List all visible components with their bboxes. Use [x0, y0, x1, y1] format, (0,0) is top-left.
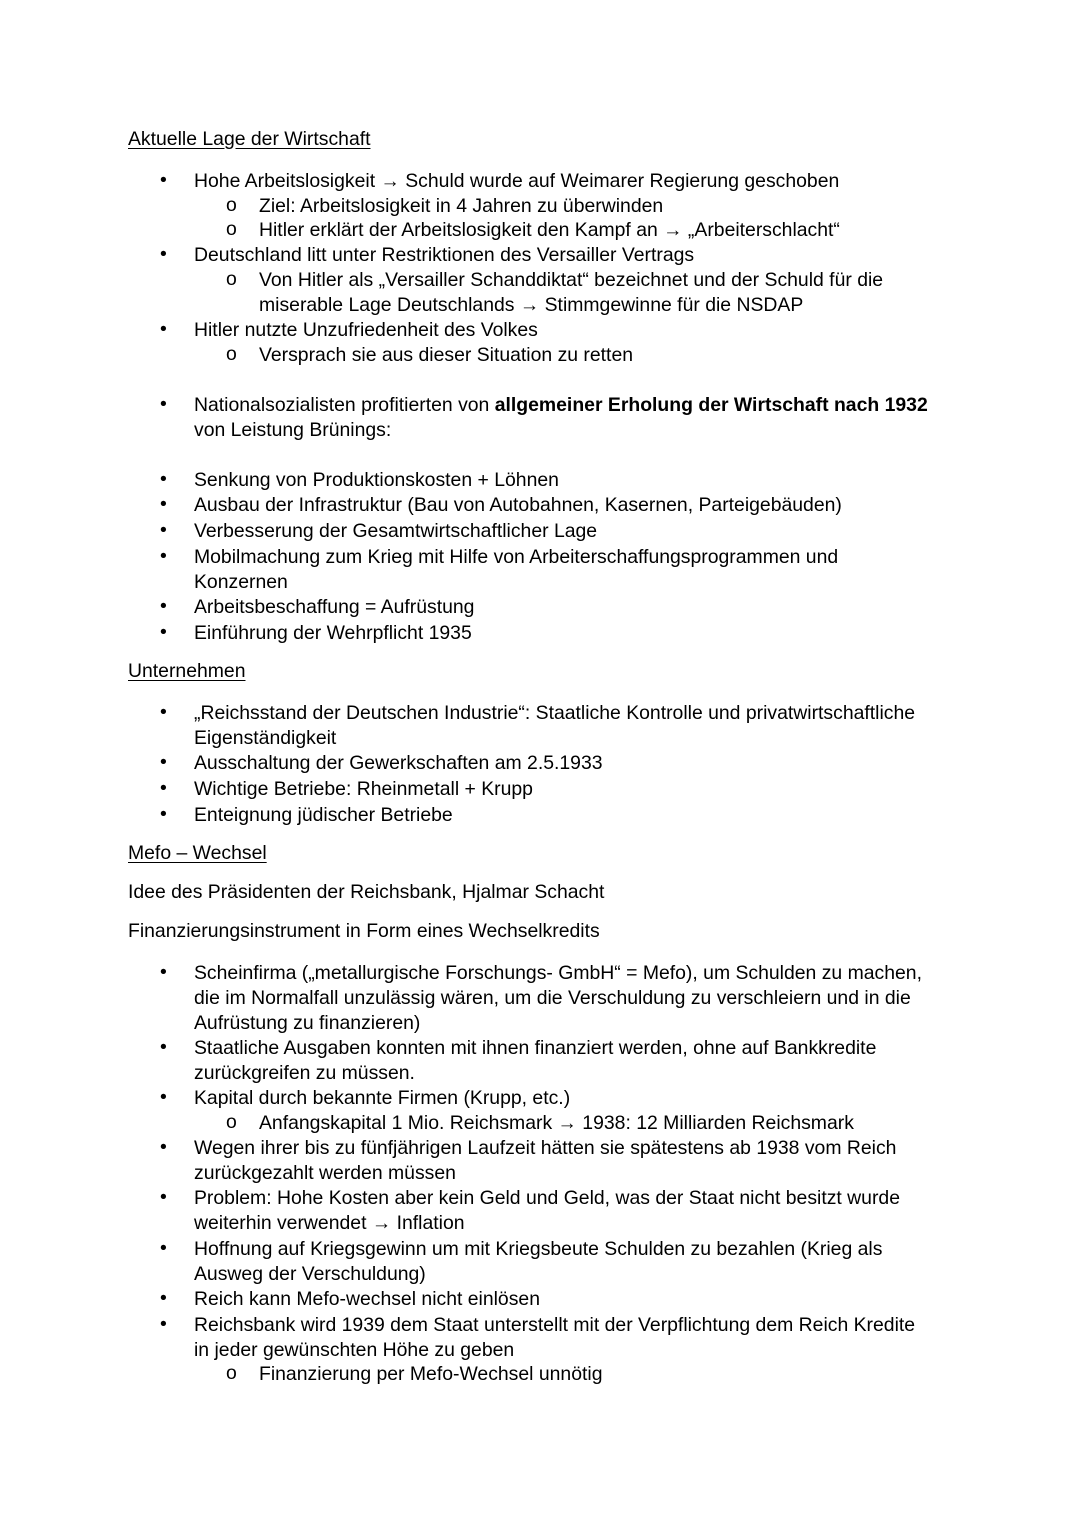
heading-aktuelle-lage: Aktuelle Lage der Wirtschaft	[128, 128, 371, 150]
list-item-text: Ausbau der Infrastruktur (Bau von Autobahnen, Kasernen, Parteigebäuden)	[194, 494, 842, 516]
list-item-text: Verbesserung der Gesamtwirtschaftlicher Lage	[194, 520, 598, 542]
list-item-text: Problem: Hohe Kosten aber kein Geld und Geld, was der Staat nicht besitzt wurde weiterhin verwendet → Inflation	[194, 1187, 900, 1234]
list-item-text: Wegen ihrer bis zu fünfjährigen Laufzeit hätten sie spätestens ab 1938 vom Reich zurückgezahlt werden müssen	[194, 1137, 897, 1184]
sub-bullet-icon: o	[226, 1362, 237, 1384]
list-item-text: „Reichsstand der Deutschen Industrie“: Staatliche Kontrolle und privatwirtschaftliche Eigenständigkeit	[194, 702, 916, 749]
bullet-icon: •	[160, 701, 167, 723]
list-item-text: Scheinfirma („metallurgische Forschungs- GmbH“ = Mefo), um Schulden zu machen, die im Normalfall unzulässig wären, um die Verschuldung zu verschleiern und in die Aufrüstung zu finanzieren)	[194, 962, 922, 1034]
bullet-icon: •	[160, 621, 167, 643]
heading-unternehmen: Unternehmen	[128, 660, 246, 682]
paragraph: Finanzierungsinstrument in Form eines Wechselkredits	[128, 920, 600, 942]
list-item-text: Finanzierung per Mefo-Wechsel unnötig	[259, 1363, 603, 1385]
bullet-icon: •	[160, 468, 167, 490]
sub-bullet-icon: o	[226, 218, 237, 240]
bullet-icon: •	[160, 545, 167, 567]
paragraph: Idee des Präsidenten der Reichsbank, Hjalmar Schacht	[128, 881, 605, 903]
list-item-text: Von Hitler als „Versailler Schanddiktat“ bezeichnet und der Schuld für die miserable Lage Deutschlands → Stimmgewinne für die NSDAP	[259, 269, 884, 316]
list-item-text: Hoffnung auf Kriegsgewinn um mit Kriegsbeute Schulden zu bezahlen (Krieg als Ausweg der Verschuldung)	[194, 1238, 883, 1285]
bullet-icon: •	[160, 169, 167, 191]
bullet-icon: •	[160, 1237, 167, 1259]
sub-bullet-icon: o	[226, 1111, 237, 1133]
heading-mefo-wechsel: Mefo – Wechsel	[128, 842, 267, 864]
list-item-text: Versprach sie aus dieser Situation zu retten	[259, 344, 634, 366]
list-item-text: Hohe Arbeitslosigkeit → Schuld wurde auf Weimarer Regierung geschoben	[194, 170, 840, 192]
bullet-icon: •	[160, 393, 167, 415]
bullet-icon: •	[160, 803, 167, 825]
bullet-icon: •	[160, 1287, 167, 1309]
list-item-text: Anfangskapital 1 Mio. Reichsmark → 1938: 12 Milliarden Reichsmark	[259, 1112, 854, 1134]
list-item-text: Nationalsozialisten profitierten von allgemeiner Erholung der Wirtschaft nach 1932 von Leistung Brünings:	[194, 394, 928, 441]
sub-bullet-icon: o	[226, 194, 237, 216]
bullet-icon: •	[160, 595, 167, 617]
list-item-text: Arbeitsbeschaffung = Aufrüstung	[194, 596, 475, 618]
list-item-text: Senkung von Produktionskosten + Löhnen	[194, 469, 559, 491]
list-item-text: Hitler nutzte Unzufriedenheit des Volkes	[194, 319, 538, 341]
bullet-icon: •	[160, 1036, 167, 1058]
list-item-text: Reich kann Mefo-wechsel nicht einlösen	[194, 1288, 540, 1310]
list-item-text: Ziel: Arbeitslosigkeit in 4 Jahren zu überwinden	[259, 195, 664, 217]
bullet-icon: •	[160, 243, 167, 265]
list-item-text: Reichsbank wird 1939 dem Staat unterstellt mit der Verpflichtung dem Reich Kredite in jeder gewünschten Höhe zu geben	[194, 1314, 916, 1361]
list-item-text: Ausschaltung der Gewerkschaften am 2.5.1933	[194, 752, 603, 774]
bullet-icon: •	[160, 1186, 167, 1208]
list-item-text: Enteignung jüdischer Betriebe	[194, 804, 453, 826]
bullet-icon: •	[160, 519, 167, 541]
list-item-text: Mobilmachung zum Krieg mit Hilfe von Arbeiterschaffungsprogrammen und Konzernen	[194, 546, 839, 593]
list-item-text: Wichtige Betriebe: Rheinmetall + Krupp	[194, 778, 533, 800]
bullet-icon: •	[160, 318, 167, 340]
bullet-icon: •	[160, 751, 167, 773]
bullet-icon: •	[160, 777, 167, 799]
list-item-text: Einführung der Wehrpflicht 1935	[194, 622, 472, 644]
list-item-text: Deutschland litt unter Restriktionen des Versailler Vertrags	[194, 244, 695, 266]
bullet-icon: •	[160, 1086, 167, 1108]
sub-bullet-icon: o	[226, 343, 237, 365]
list-item-text: Kapital durch bekannte Firmen (Krupp, etc.)	[194, 1087, 571, 1109]
list-item-text: Staatliche Ausgaben konnten mit ihnen finanziert werden, ohne auf Bankkredite zurückgreifen zu müssen.	[194, 1037, 877, 1084]
bullet-icon: •	[160, 493, 167, 515]
bullet-icon: •	[160, 1313, 167, 1335]
sub-bullet-icon: o	[226, 268, 237, 290]
bullet-icon: •	[160, 1136, 167, 1158]
bullet-icon: •	[160, 961, 167, 983]
list-item-text: Hitler erklärt der Arbeitslosigkeit den Kampf an → „Arbeiterschlacht“	[259, 219, 840, 241]
